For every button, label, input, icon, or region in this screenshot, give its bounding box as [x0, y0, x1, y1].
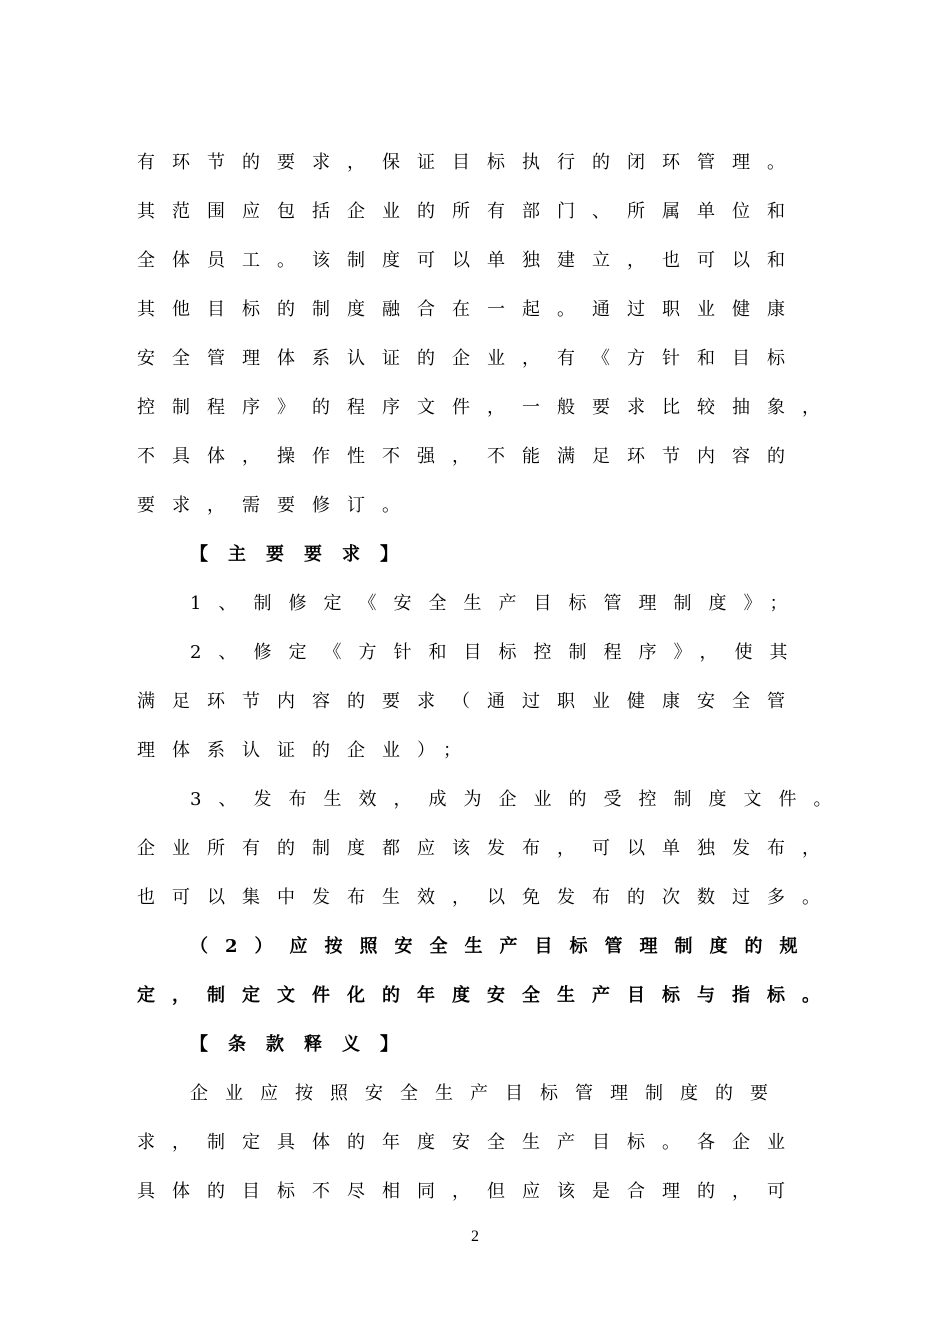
requirement-item: 2、修定《方针和目标控制程序》，使其 — [190, 642, 805, 663]
body-text-line: 不具体，操作性不强，不能满足环节内容的 — [137, 446, 802, 467]
body-text-line: 有环节的要求，保证目标执行的闭环管理。 — [137, 152, 802, 173]
body-text-line: 企业所有的制度都应该发布，可以单独发布， — [137, 838, 837, 859]
clause-text-bold: 定，制定文件化的年度安全生产目标与指标。 — [137, 985, 837, 1006]
body-text-line: 安全管理体系认证的企业，有《方针和目标 — [137, 348, 802, 369]
section-heading-clause-interpretation: 【条款释义】 — [190, 1034, 418, 1055]
clause-text-bold: （2）应按照安全生产目标管理制度的规 — [190, 936, 815, 957]
body-text-line: 全体员工。该制度可以单独建立，也可以和 — [137, 250, 802, 271]
requirement-item: 3、发布生效，成为企业的受控制度文件。 — [190, 789, 849, 810]
body-text-line: 满足环节内容的要求（通过职业健康安全管 — [137, 691, 802, 712]
body-text-line: 企业应按照安全生产目标管理制度的要 — [190, 1083, 785, 1104]
body-text-line: 要求，需要修订。 — [137, 495, 417, 516]
body-text-line: 控制程序》的程序文件，一般要求比较抽象， — [137, 397, 837, 418]
body-text-line: 也可以集中发布生效，以免发布的次数过多。 — [137, 887, 837, 908]
body-text-line: 具体的目标不尽相同，但应该是合理的，可 — [137, 1181, 802, 1202]
page-number: 2 — [471, 1228, 479, 1245]
body-text-line: 求，制定具体的年度安全生产目标。各企业 — [137, 1132, 802, 1153]
section-heading-main-requirements: 【主要要求】 — [190, 544, 418, 565]
requirement-item: 1、制修定《安全生产目标管理制度》； — [190, 593, 805, 614]
body-text-line: 其范围应包括企业的所有部门、所属单位和 — [137, 201, 802, 222]
body-text-line: 理体系认证的企业）； — [137, 740, 478, 761]
body-text-line: 其他目标的制度融合在一起。通过职业健康 — [137, 299, 802, 320]
